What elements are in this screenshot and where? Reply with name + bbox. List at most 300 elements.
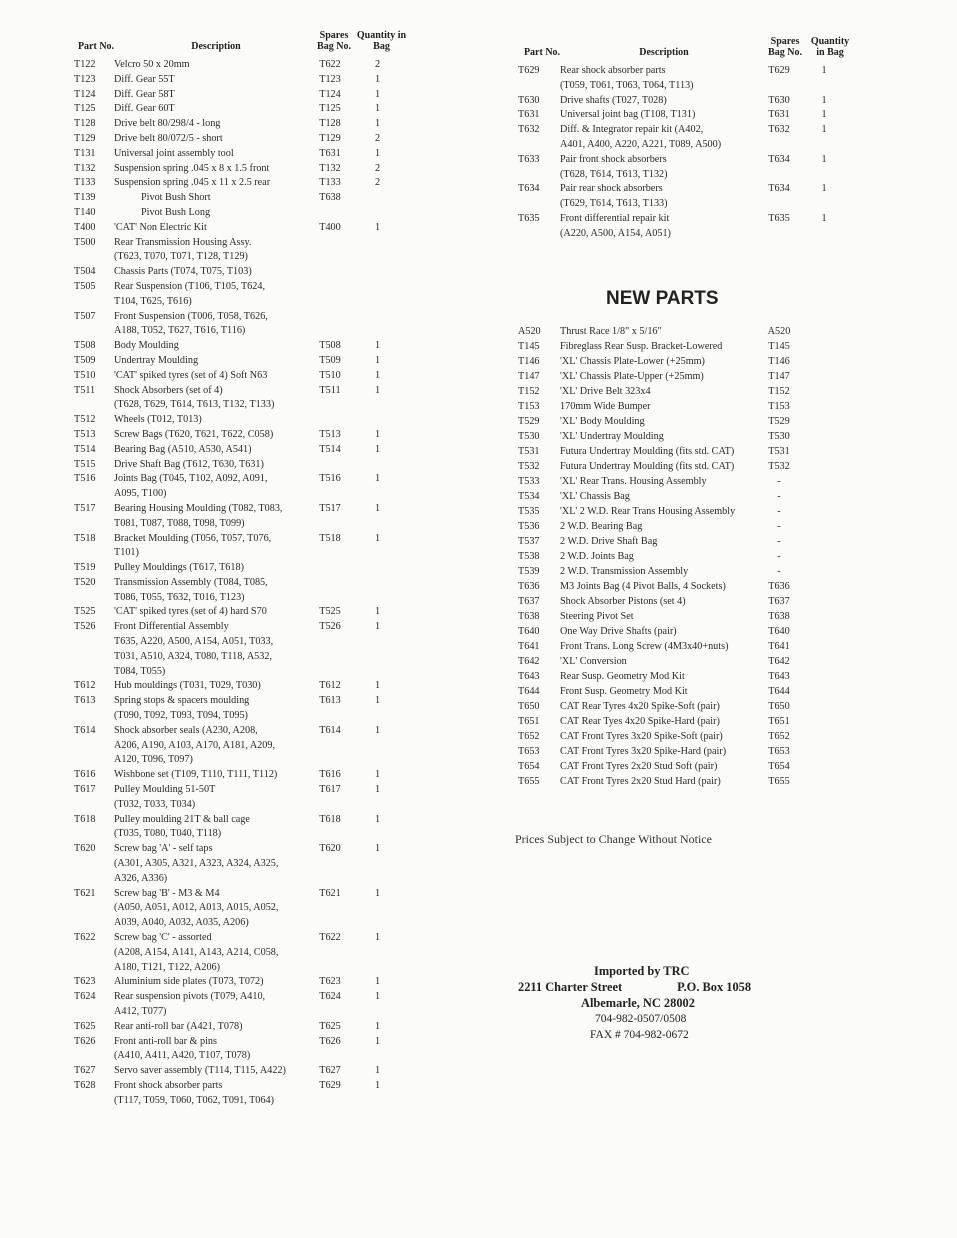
spares-bag-no (310, 236, 350, 266)
part-number: T644 (518, 685, 540, 697)
spares-bag-no: T635 (768, 212, 790, 224)
table-row (70, 354, 415, 369)
table-row (512, 519, 832, 534)
description: CAT Rear Tyes 4x20 Spike-Hard (pair) (560, 715, 720, 727)
part-number: T653 (518, 745, 540, 757)
table-row (70, 768, 415, 783)
part-number: T128 (74, 118, 96, 130)
spares-bag-no (310, 576, 350, 606)
quantity-in-bag: 1 (821, 109, 827, 121)
spares-bag-no: A520 (767, 325, 791, 337)
description (114, 369, 310, 384)
description: M3 Joints Bag (4 Pivot Balls, 4 Sockets) (560, 580, 726, 592)
description: Front Susp. Geometry Mod Kit (560, 685, 688, 697)
part-number: T655 (518, 775, 540, 787)
spares-bag-no: T400 (319, 221, 341, 233)
description-line: Pair front shock absorbers (560, 153, 667, 165)
table-row (512, 123, 832, 153)
quantity-in-bag: 1 (821, 124, 827, 136)
part-number: T636 (518, 580, 540, 592)
spares-bag-no: T634 (768, 183, 790, 195)
description-line: Front Differential Assembly (114, 621, 229, 633)
part-number: T508 (74, 340, 96, 352)
quantity-in-bag: 2 (374, 177, 381, 189)
description (560, 108, 756, 123)
table-row (512, 609, 832, 624)
quantity-in-bag: 1 (374, 147, 381, 159)
description (114, 532, 310, 562)
spares-bag-no: T618 (319, 813, 341, 825)
header-description: Description (639, 47, 689, 58)
table-row (512, 339, 832, 354)
description-line: Wishbone set (T109, T110, T111, T112) (114, 769, 278, 781)
description-line: Velcro 50 x 20mm (114, 59, 190, 70)
description-line: Diff. Gear 55T (114, 73, 175, 85)
table-row (512, 399, 832, 414)
description (114, 990, 310, 1020)
spares-bag-no: T509 (319, 354, 341, 366)
table-row (70, 887, 415, 931)
spares-bag-no: T516 (319, 473, 341, 485)
description-line: Bracket Moulding (T056, T057, T076, (114, 532, 272, 544)
spares-bag-no: T643 (768, 670, 790, 682)
description (114, 561, 310, 576)
part-number: T641 (518, 640, 540, 652)
quantity-in-bag: 2 (374, 132, 381, 144)
part-number: T623 (74, 976, 96, 988)
description-line: Universal joint assembly tool (114, 147, 234, 159)
table-row (70, 605, 415, 620)
part-number: T621 (74, 887, 96, 899)
description: 2 W.D. Transmission Assembly (560, 565, 689, 577)
header-part-no: Part No. (523, 47, 561, 58)
quantity-in-bag (350, 576, 405, 606)
part-number: T132 (74, 162, 96, 174)
spares-bag-no: T624 (319, 991, 341, 1003)
quantity-in-bag: 1 (374, 991, 381, 1003)
importer-address (518, 963, 751, 1043)
part-number: T628 (74, 1079, 96, 1091)
description-line: (T623, T070, T071, T128, T129) (114, 251, 248, 263)
spares-bag-no: T637 (768, 595, 790, 607)
description (114, 502, 310, 532)
description: 2 W.D. Joints Bag (560, 550, 634, 562)
table-header (70, 30, 415, 52)
quantity-in-bag: 1 (374, 354, 381, 366)
description: One Way Drive Shafts (pair) (560, 625, 677, 637)
description-line: Screw Bags (T620, T621, T622, C058) (114, 428, 274, 440)
quantity-in-bag: 1 (374, 769, 381, 781)
spares-bag-no: T147 (768, 370, 790, 382)
importer-phone: 704-982-0507/0508 (595, 1013, 687, 1025)
description: 170mm Wide Bumper (560, 400, 651, 412)
importer-name: Imported by TRC (594, 964, 690, 978)
part-number: T624 (74, 991, 96, 1003)
description-line: Diff. Gear 58T (114, 88, 175, 100)
table-row (512, 549, 832, 564)
part-number: T123 (74, 73, 96, 85)
description-line: A039, A040, A032, A035, A206) (114, 917, 249, 929)
description: CAT Rear Tyres 4x20 Spike-Soft (pair) (560, 700, 720, 712)
spares-bag-no: T655 (768, 775, 790, 787)
table-row (512, 444, 832, 459)
spares-bag-no: T614 (319, 724, 341, 736)
description (114, 842, 310, 886)
quantity-in-bag: 1 (374, 695, 381, 707)
table-row (70, 191, 415, 221)
spares-bag-no: T642 (768, 655, 790, 667)
part-number: T505 (74, 280, 96, 292)
description (114, 117, 310, 132)
table-row (70, 310, 415, 340)
description: 2 W.D. Bearing Bag (560, 520, 643, 532)
spares-bag-no: T152 (768, 385, 790, 397)
description (560, 64, 756, 94)
description: Steering Pivot Set (560, 610, 634, 622)
table-row (70, 384, 415, 414)
spares-bag-no: T627 (319, 1065, 341, 1077)
description-line: (T032, T033, T034) (114, 798, 196, 810)
spares-bag-no: T123 (319, 73, 341, 85)
table-row (70, 842, 415, 886)
quantity-in-bag (350, 310, 405, 340)
spares-bag-no: T616 (319, 769, 341, 781)
description-line: Front shock absorber parts (114, 1079, 223, 1091)
description-line: Servo saver assembly (T114, T115, A422) (114, 1065, 286, 1077)
part-number: T537 (518, 535, 540, 547)
description: Fibreglass Rear Susp. Bracket-Lowered (560, 340, 723, 352)
part-number: T532 (518, 460, 540, 472)
description-line: A180, T121, T122, A206) (114, 961, 221, 973)
quantity-in-bag: 1 (374, 473, 381, 485)
part-number: T515 (74, 458, 96, 470)
spares-bag-no: T529 (768, 415, 790, 427)
header-spares-bag: Spares Bag No. (768, 36, 802, 58)
quantity-in-bag: 1 (821, 94, 827, 106)
description: Front Trans. Long Screw (4M3x40+nuts) (560, 640, 729, 652)
spares-bag-no: - (777, 475, 781, 487)
part-number: T637 (518, 595, 540, 607)
table-row (70, 369, 415, 384)
spares-bag-no (310, 280, 350, 310)
table-row (70, 1020, 415, 1035)
table-row (512, 429, 832, 444)
description-line: A412, T077) (114, 1006, 167, 1017)
spares-bag-no: T508 (319, 340, 341, 352)
part-number: T504 (74, 266, 96, 278)
table-row (70, 1035, 415, 1065)
table-row (512, 699, 832, 714)
part-number: T519 (74, 562, 96, 574)
quantity-in-bag: 1 (374, 724, 381, 736)
part-number: T500 (74, 236, 96, 248)
table-row (512, 94, 832, 109)
description (560, 123, 756, 153)
spares-bag-no: T626 (319, 1035, 341, 1047)
description: 'XL' Chassis Plate-Lower (+25mm) (560, 355, 705, 367)
part-number: T640 (518, 625, 540, 637)
quantity-in-bag: 1 (374, 621, 381, 633)
table-row (70, 132, 415, 147)
description (114, 102, 310, 117)
spares-bag-no: T128 (319, 118, 341, 130)
quantity-in-bag: 1 (374, 428, 381, 440)
description-line: Diff. & Integrator repair kit (A402, (560, 124, 704, 136)
description-line: T086, T055, T632, T016, T123) (114, 591, 245, 603)
description-line: Rear anti-roll bar (A421, T078) (114, 1020, 243, 1032)
description (114, 265, 310, 280)
spares-bag-no: T532 (768, 460, 790, 472)
description: Rear Susp. Geometry Mod Kit (560, 670, 685, 682)
spares-bag-no: T644 (768, 685, 790, 697)
spares-bag-no: - (777, 505, 781, 517)
quantity-in-bag: 1 (374, 221, 381, 233)
table-row (512, 774, 832, 789)
description: 'XL' Chassis Plate-Upper (+25mm) (560, 370, 704, 382)
description (114, 132, 310, 147)
quantity-in-bag: 1 (821, 212, 827, 224)
quantity-in-bag (350, 413, 405, 428)
description-line: Transmission Assembly (T084, T085, (114, 576, 268, 588)
part-number (70, 191, 114, 221)
spares-bag-no: T632 (768, 124, 790, 136)
spares-bag-no: T526 (319, 621, 341, 633)
part-number: T509 (74, 354, 96, 366)
description (114, 813, 310, 843)
quantity-in-bag: 1 (374, 606, 381, 618)
quantity-in-bag: 2 (374, 162, 381, 174)
description: CAT Front Tyres 3x20 Spike-Soft (pair) (560, 730, 723, 742)
description-line: A206, A190, A103, A170, A181, A209, (114, 739, 276, 751)
spares-bag-no: T625 (319, 1020, 341, 1032)
table-row (70, 620, 415, 679)
part-number: T633 (518, 153, 540, 165)
table-body (70, 58, 415, 1109)
table-row (70, 679, 415, 694)
spares-bag-no: T641 (768, 640, 790, 652)
description-line: A401, A400, A220, A221, T089, A500) (560, 138, 722, 150)
part-number: T650 (518, 700, 540, 712)
description: 'XL' Rear Trans. Housing Assembly (560, 475, 707, 487)
spares-bag-no: T129 (319, 132, 341, 144)
description (114, 1064, 310, 1079)
table-row (512, 729, 832, 744)
description-line: Screw bag 'A' - self taps (114, 843, 213, 855)
table-body (512, 64, 832, 242)
part-number: T626 (74, 1035, 96, 1047)
description-line: Suspension spring .045 x 11 x 2.5 rear (114, 177, 271, 189)
spares-bag-no (310, 265, 350, 280)
description: Futura Undertray Moulding (fits std. CAT) (560, 460, 735, 472)
description-line: A326, A336) (114, 872, 168, 884)
part-number: T614 (74, 724, 96, 736)
description-line: Pulley moulding 21T & ball cage (114, 813, 250, 825)
description-line: Drive belt 80/298/4 - long (114, 118, 221, 130)
part-number: T625 (74, 1020, 96, 1032)
table-row (512, 354, 832, 369)
description-line: Pulley Moulding 51-50T (114, 784, 216, 796)
description-line: (T090, T092, T093, T094, T095) (114, 710, 248, 722)
importer-pobox: P.O. Box 1058 (677, 980, 752, 994)
description-line: T081, T087, T088, T098, T099) (114, 517, 245, 529)
table-row (70, 221, 415, 236)
table-row (70, 117, 415, 132)
part-number: T122 (74, 59, 96, 70)
header-quantity: Quantity in Bag (356, 30, 407, 52)
table-row (70, 502, 415, 532)
description: Shock Absorber Pistons (set 4) (560, 595, 686, 607)
description (114, 310, 310, 340)
quantity-in-bag: 1 (374, 103, 381, 115)
description-line: (T059, T061, T063, T064, T113) (560, 79, 694, 91)
description-line: Pivot Bush Long (141, 206, 211, 218)
spares-bag-no (310, 413, 350, 428)
part-number: T630 (518, 94, 540, 106)
spares-bag-no: T531 (768, 445, 790, 457)
quantity-in-bag: 1 (374, 1035, 381, 1047)
description-line: Shock Absorbers (set of 4) (114, 384, 223, 396)
quantity-in-bag: 1 (374, 443, 381, 455)
part-number: T643 (518, 670, 540, 682)
part-number: T517 (74, 502, 96, 514)
description-line: Drive belt 80/072/5 - short (114, 132, 223, 144)
description: 'XL' Drive Belt 323x4 (560, 385, 651, 397)
description (114, 1020, 310, 1035)
part-number: T635 (518, 212, 540, 224)
spares-bag-no: T650 (768, 700, 790, 712)
description-line: A188, T052, T627, T616, T116) (114, 325, 246, 337)
description-line: Rear Transmission Housing Assy. (114, 236, 252, 248)
part-number: T152 (518, 385, 540, 397)
part-number: T131 (74, 147, 96, 159)
description (560, 182, 756, 212)
description-line: (T035, T080, T040, T118) (114, 828, 222, 840)
table-row (512, 414, 832, 429)
description (114, 191, 310, 221)
spares-bag-no: T629 (319, 1079, 341, 1091)
description (114, 1035, 310, 1065)
description-line: Rear Suspension (T106, T105, T624, (114, 280, 266, 292)
table-row (70, 724, 415, 768)
part-number: T529 (518, 415, 540, 427)
quantity-in-bag (350, 458, 405, 473)
quantity-in-bag: 1 (374, 502, 381, 514)
quantity-in-bag (350, 561, 405, 576)
table-row (70, 472, 415, 502)
description-line: Drive shafts (T027, T028) (560, 94, 667, 106)
table-row (512, 212, 832, 242)
table-row (512, 714, 832, 729)
importer-street: 2211 Charter Street (518, 980, 623, 994)
quantity-in-bag: 1 (374, 340, 381, 352)
spares-bag-no: T513 (319, 428, 341, 440)
part-number: T617 (74, 784, 96, 796)
header-spares-bag: Spares Bag No. (317, 30, 351, 52)
description (114, 162, 310, 177)
description-line: Aluminium side plates (T073, T072) (114, 976, 264, 988)
part-number: T634 (518, 183, 540, 195)
description (114, 176, 310, 191)
description (114, 354, 310, 369)
description (114, 236, 310, 266)
table-row (70, 73, 415, 88)
spares-bag-no: T530 (768, 430, 790, 442)
spares-bag-no: T629 (768, 65, 790, 76)
spares-bag-no: T510 (319, 369, 341, 381)
table-row (512, 579, 832, 594)
part-number: T616 (74, 769, 96, 781)
quantity-in-bag (350, 191, 405, 221)
description-line: Screw bag 'B' - M3 & M4 (114, 887, 220, 899)
description-line: (A410, A411, A420, T107, T078) (114, 1050, 251, 1062)
part-number: T525 (74, 606, 96, 618)
part-number: T516 (74, 473, 96, 485)
description (114, 280, 310, 310)
description-line: Hub mouldings (T031, T029, T030) (114, 680, 261, 692)
description-line: T104, T625, T616) (114, 295, 192, 307)
table-row (512, 534, 832, 549)
table-row (70, 102, 415, 117)
description-line: Joints Bag (T045, T102, A092, A091, (114, 473, 268, 485)
spares-bag-no: T623 (319, 976, 341, 988)
quantity-in-bag: 1 (374, 1020, 381, 1032)
description-line: T031, A510, A324, T080, T118, A532, (114, 650, 273, 662)
part-number: T153 (518, 400, 540, 412)
description-line: 'CAT' spiked tyres (set of 4) hard S70 (114, 606, 267, 618)
part-number: T520 (74, 576, 96, 588)
description (114, 428, 310, 443)
spares-bag-no: - (777, 565, 781, 577)
description-line: Drive Shaft Bag (T612, T630, T631) (114, 458, 264, 470)
table-row (512, 489, 832, 504)
description: CAT Front Tyres 2x20 Stud Soft (pair) (560, 760, 718, 772)
spares-bag-no: T132 (319, 162, 341, 174)
importer-street-line (518, 979, 751, 995)
part-number: T511 (74, 384, 96, 396)
quantity-in-bag (350, 236, 405, 266)
table-row (512, 384, 832, 399)
spares-bag-no: T653 (768, 745, 790, 757)
description-line: A095, T100) (114, 488, 167, 500)
description (114, 443, 310, 458)
table-row (512, 182, 832, 212)
description-line: 'CAT' Non Electric Kit (114, 221, 207, 233)
spares-bag-no: T133 (319, 177, 341, 189)
spares-bag-no: T612 (319, 680, 341, 692)
spares-bag-no: T124 (319, 88, 341, 100)
table-row (70, 147, 415, 162)
table-row (70, 162, 415, 177)
quantity-in-bag: 1 (374, 680, 381, 692)
description-line: Bearing Housing Moulding (T082, T083, (114, 502, 283, 514)
part-number: T536 (518, 520, 540, 532)
spares-bag-no: T153 (768, 400, 790, 412)
part-number: T514 (74, 443, 96, 455)
description (560, 153, 756, 183)
description (114, 768, 310, 783)
part-number: T526 (74, 621, 96, 633)
table-row (512, 108, 832, 123)
description: CAT Front Tyres 2x20 Stud Hard (pair) (560, 775, 721, 787)
part-number: T145 (518, 340, 540, 352)
description-line: (A050, A051, A012, A013, A015, A052, (114, 902, 279, 914)
part-number: T129 (74, 132, 96, 144)
part-number: T530 (518, 430, 540, 442)
part-number: T510 (74, 369, 96, 381)
table-row (512, 684, 832, 699)
description (560, 94, 756, 109)
part-number: T535 (518, 505, 540, 517)
